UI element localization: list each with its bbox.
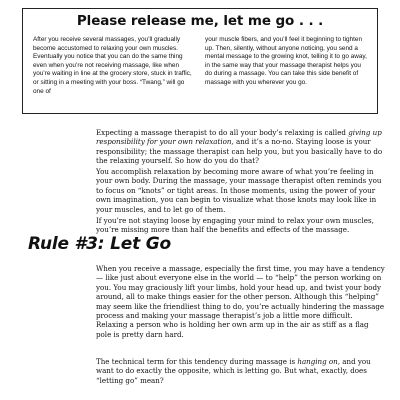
paragraph-text: The technical term for this tendency during massage is [96,357,298,366]
emphasis-text: giving up responsibility for your own relaxation, [96,128,382,147]
sidebar-box [22,8,378,114]
sidebar-columns [33,36,367,96]
emphasis-text: hanging on, [297,357,341,366]
paragraph-awareness: You accomplish relaxation by becoming more aware of what you’re feeling in your own body. During the massage, your massage therapist often reminds you to focus on “knots” or tight areas. In those moments, using the power of your own imagination, you can begin to visualize what those knots may look like in your muscles, and to let go of them. [96,167,382,214]
paragraph-helping: When you receive a massage, especially the first time, you may have a tendency — like just about everyone else in the world — to “help” the person working on you. You may graciously lift your limbs, hold your head up, and twist your body around, all to make things easier for the other person. Although this “helping” may seem like the friendliest thing to do, you’re actually hindering the massage process and making your massage therapist’s job a little more difficult. Relaxing a person who is holding her own arm up in the air as stiff as a flag pole is pretty darn hard. [96,264,385,339]
paragraph-text: Expecting a massage therapist to do all your body’s relaxing is called [96,128,349,137]
paragraph-hanging-on [96,357,386,385]
sidebar-title: Please release me, let me go . . . [76,13,324,29]
sidebar-column-right: your muscle fibers, and you’ll feel it beginning to tighten up. Then, silently, without anyone noticing, you send a mental message to the growing knot, telling it to go away, in the same way that your massage therapist helps you do during a massage. You can take this side benefit of massage with you wherever you go. [205,36,367,86]
sidebar-column-left: After you receive several massages, you’ll gradually become accustomed to relaxing your own muscles. Eventually you notice that you can do the same thing even when you’re not receiving massage, like when you’re waiting in line at the grocery store, stuck in traffic, or sitting in a meeting with your boss. “Twang,” will go one of [33,36,192,95]
paragraph-responsibility [96,128,386,166]
rule-3-heading: Rule #3: Let Go [28,234,171,254]
paragraph-missing-benefits: If you’re not staying loose by engaging your mind to relax your own muscles, you’re missing more than half the benefits and effects of the massage. [96,216,374,235]
paragraph-text: and you want to do exactly the opposite, which is letting go. But what, exactly, does “letting go” mean? [96,357,371,385]
paragraph-text: and it’s a no-no. Staying loose is your responsibility; the massage therapist can help you, but you basically have to do the relaxing yourself. So how do you do that? [96,137,383,166]
